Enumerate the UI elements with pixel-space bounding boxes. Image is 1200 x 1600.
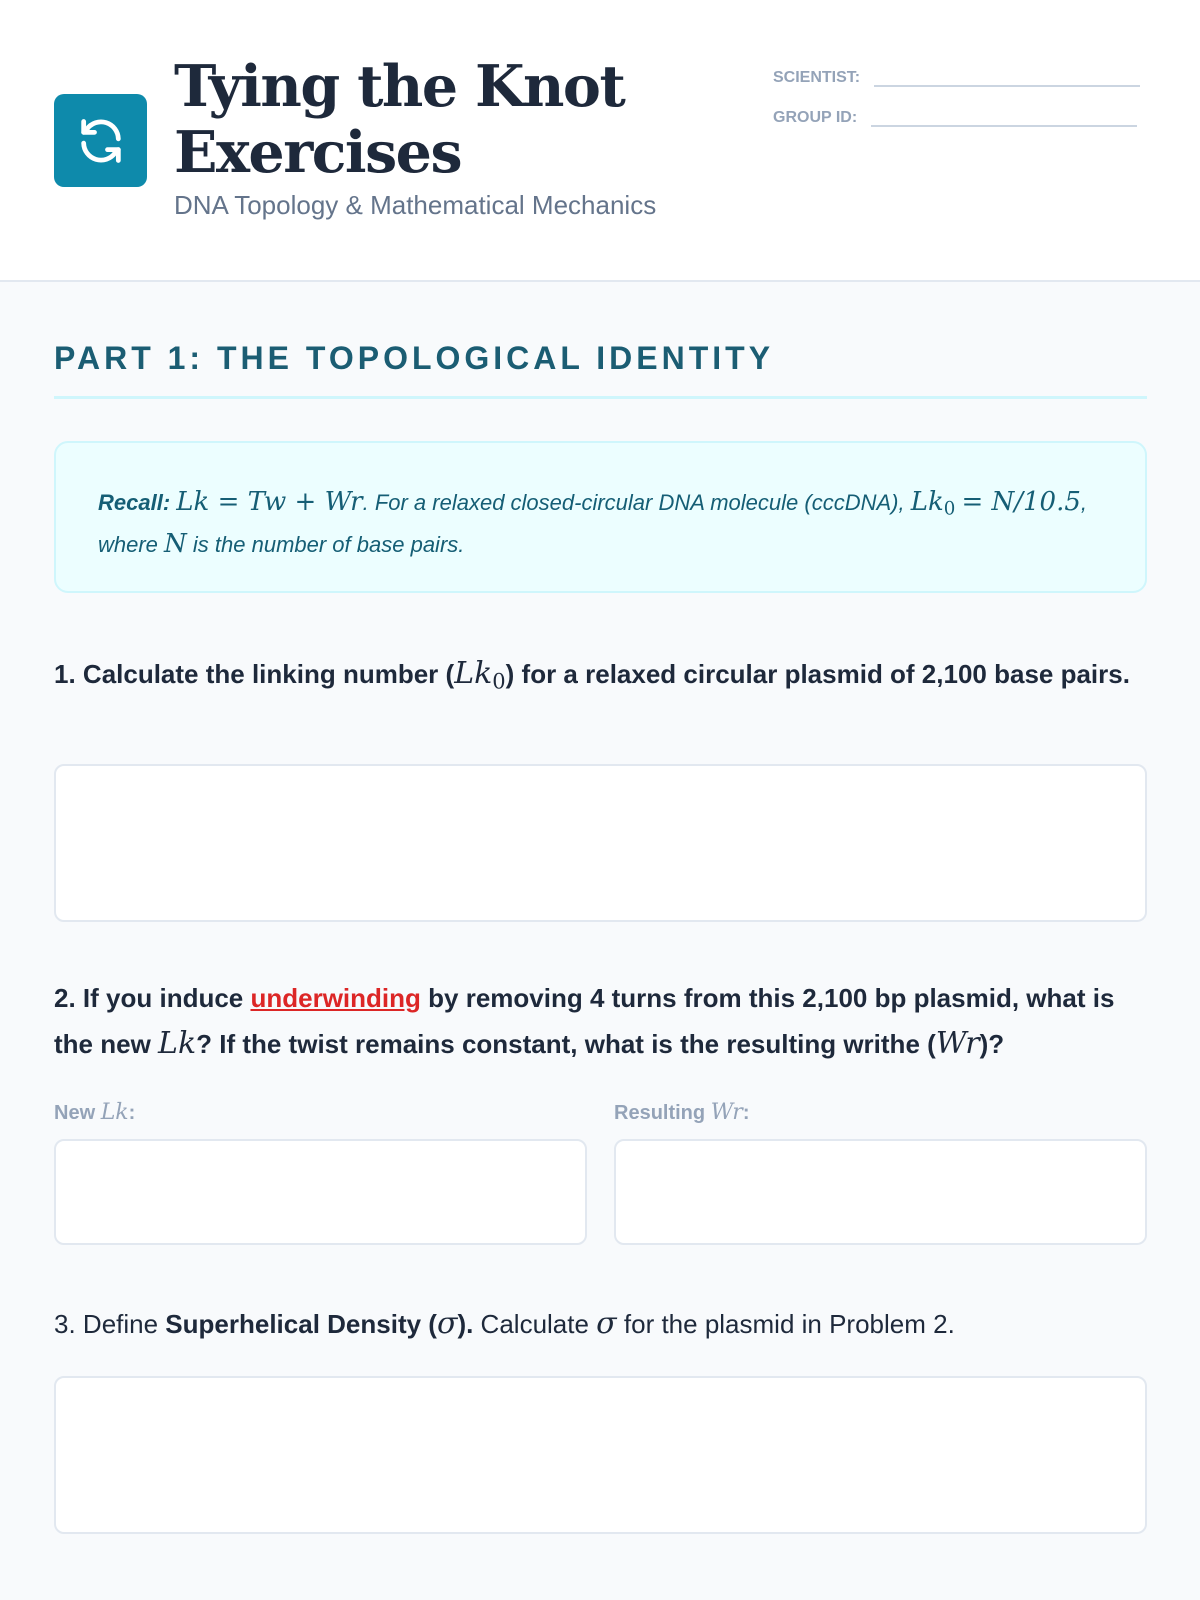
resulting-wr-input[interactable] [614, 1139, 1147, 1245]
recall-text: . For a relaxed closed-circular DNA molecule (cccDNA), [362, 490, 911, 515]
recall-lk0: $Lk_0$ [910, 487, 956, 520]
q1-answer-box[interactable] [54, 764, 1147, 922]
page-subtitle: DNA Topology & Mathematical Mechanics [174, 190, 657, 220]
new-lk-input[interactable] [54, 1139, 587, 1245]
cycle-arrows-icon [75, 115, 127, 167]
group-id-input[interactable] [871, 107, 1137, 127]
page-title: Tying the Knot Exercises [174, 53, 625, 186]
scientist-label: SCIENTIST: [773, 69, 861, 86]
section-divider [54, 396, 1147, 399]
underwinding-highlight: underwinding [250, 983, 421, 1013]
recall-formula: Lk = Tw + Wr [176, 487, 363, 517]
group-id-label: GROUP ID: [773, 109, 858, 126]
recall-formula-2: = N/10.5 [961, 487, 1081, 517]
section-heading: PART 1: THE TOPOLOGICAL IDENTITY [54, 340, 775, 376]
scientist-input[interactable] [874, 67, 1140, 87]
recall-n: N [164, 528, 187, 559]
recall-text-3: is the number of base pairs. [186, 531, 465, 557]
q1-math: $Lk_0$ [454, 656, 506, 694]
question-2: 2. If you induce underwinding by removing 4 turns from this 2,100 bp plasmid, what is the new Lk? If the twist remains constant, what is the resulting writhe (Wr)? [54, 983, 1115, 1061]
scientist-field [773, 57, 1140, 87]
resulting-wr-label: Resulting Wr: [614, 1100, 750, 1125]
question-3: 3. Define Superhelical Density (σ). Calculate σ for the plasmid in Problem 2. [54, 1306, 955, 1341]
question-1: 1. Calculate the linking number $(Lk_0)$ for a relaxed circular plasmid of 2,100 base pairs. [54, 656, 1130, 694]
recall-text-2: , where [98, 490, 1088, 557]
logo [54, 94, 147, 187]
recall-label: Recall: [98, 490, 171, 515]
new-lk-label: New Lk: [54, 1100, 136, 1125]
worksheet-header [0, 0, 1200, 282]
q3-answer-box[interactable] [54, 1376, 1147, 1534]
group-id-field [773, 97, 1137, 127]
recall-box [54, 441, 1147, 593]
